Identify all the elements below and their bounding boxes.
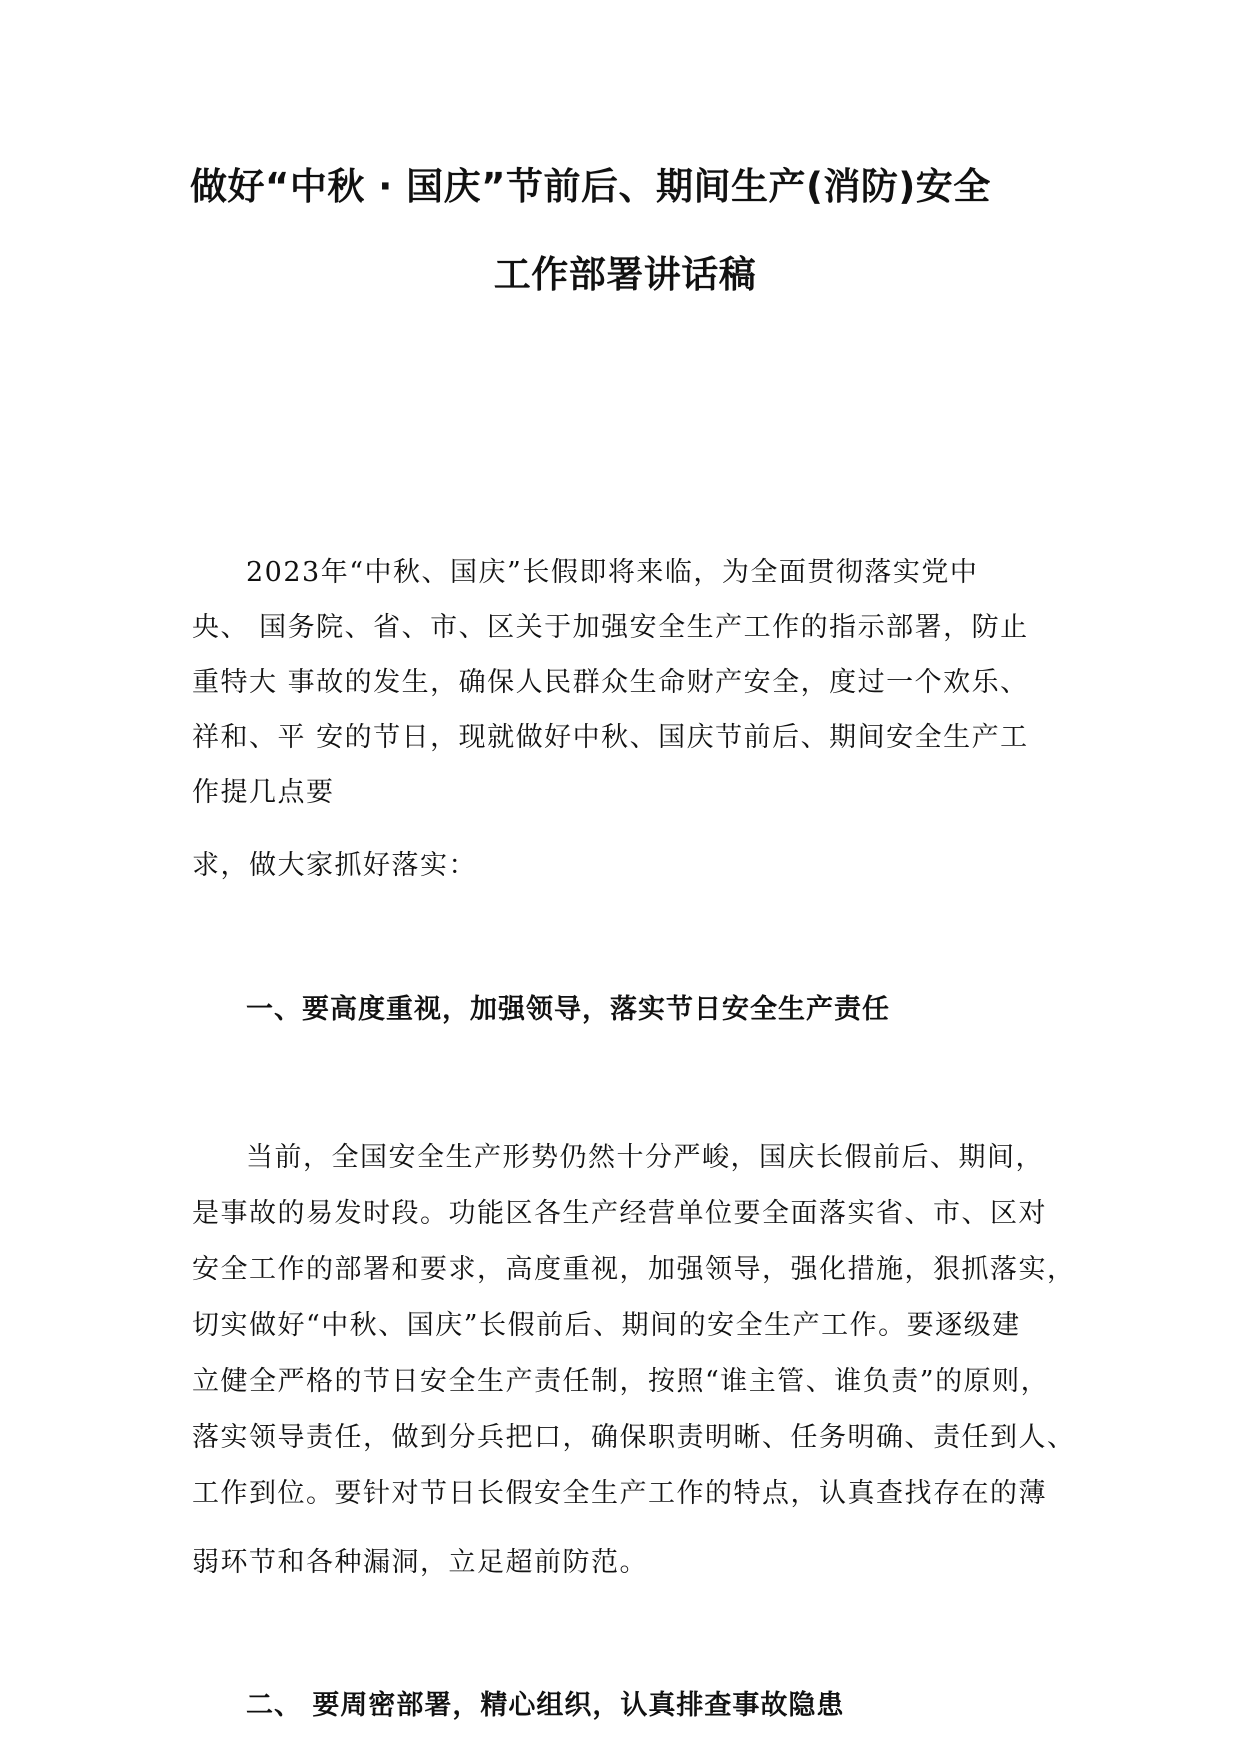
section-1-line: 立健全严格的节日安全生产责任制，按照“谁主管、谁负责”的原则， [192, 1366, 1050, 1397]
intro-line: 2023年“中秋、国庆”长假即将来临，为全面贯彻落实党中 [246, 557, 979, 588]
intro-line: 求，做大家抓好落实： [192, 850, 477, 881]
document-title-line-2: 工作部署讲话稿 [493, 253, 757, 296]
intro-line: 重特大 事故的发生，确保人民群众生命财产安全，度过一个欢乐、 [192, 667, 1029, 698]
section-1-line: 当前，全国安全生产形势仍然十分严峻，国庆长假前后、期间， [246, 1142, 1044, 1173]
document-title-line-1: 做好“中秋 · 国庆”节前后、期间生产(消防)安全 [190, 165, 991, 208]
section-1-line: 是事故的易发时段。功能区各生产经营单位要全面落实省、市、区对 [192, 1198, 1047, 1229]
section-1-line: 落实领导责任，做到分兵把口，确保职责明晰、任务明确、责任到人、 [192, 1422, 1076, 1453]
section-1-line: 安全工作的部署和要求，高度重视，加强领导，强化措施，狠抓落实， [192, 1254, 1076, 1285]
intro-line: 祥和、平 安的节日，现就做好中秋、国庆节前后、期间安全生产工 [192, 722, 1029, 753]
section-1-line: 弱环节和各种漏洞，立足超前防范。 [192, 1547, 648, 1578]
section-1-line: 切实做好“中秋、国庆”长假前后、期间的安全生产工作。要逐级建 [192, 1310, 1021, 1341]
section-1-heading: 一、要高度重视，加强领导，落实节日安全生产责任 [246, 994, 890, 1025]
section-2-heading: 二、 要周密部署，精心组织，认真排查事故隐患 [246, 1690, 845, 1721]
intro-line: 作提几点要 [192, 777, 335, 808]
section-1-line: 工作到位。要针对节日长假安全生产工作的特点，认真查找存在的薄 [192, 1478, 1047, 1509]
intro-line: 央、 国务院、省、市、区关于加强安全生产工作的指示部署，防止 [192, 612, 1029, 643]
